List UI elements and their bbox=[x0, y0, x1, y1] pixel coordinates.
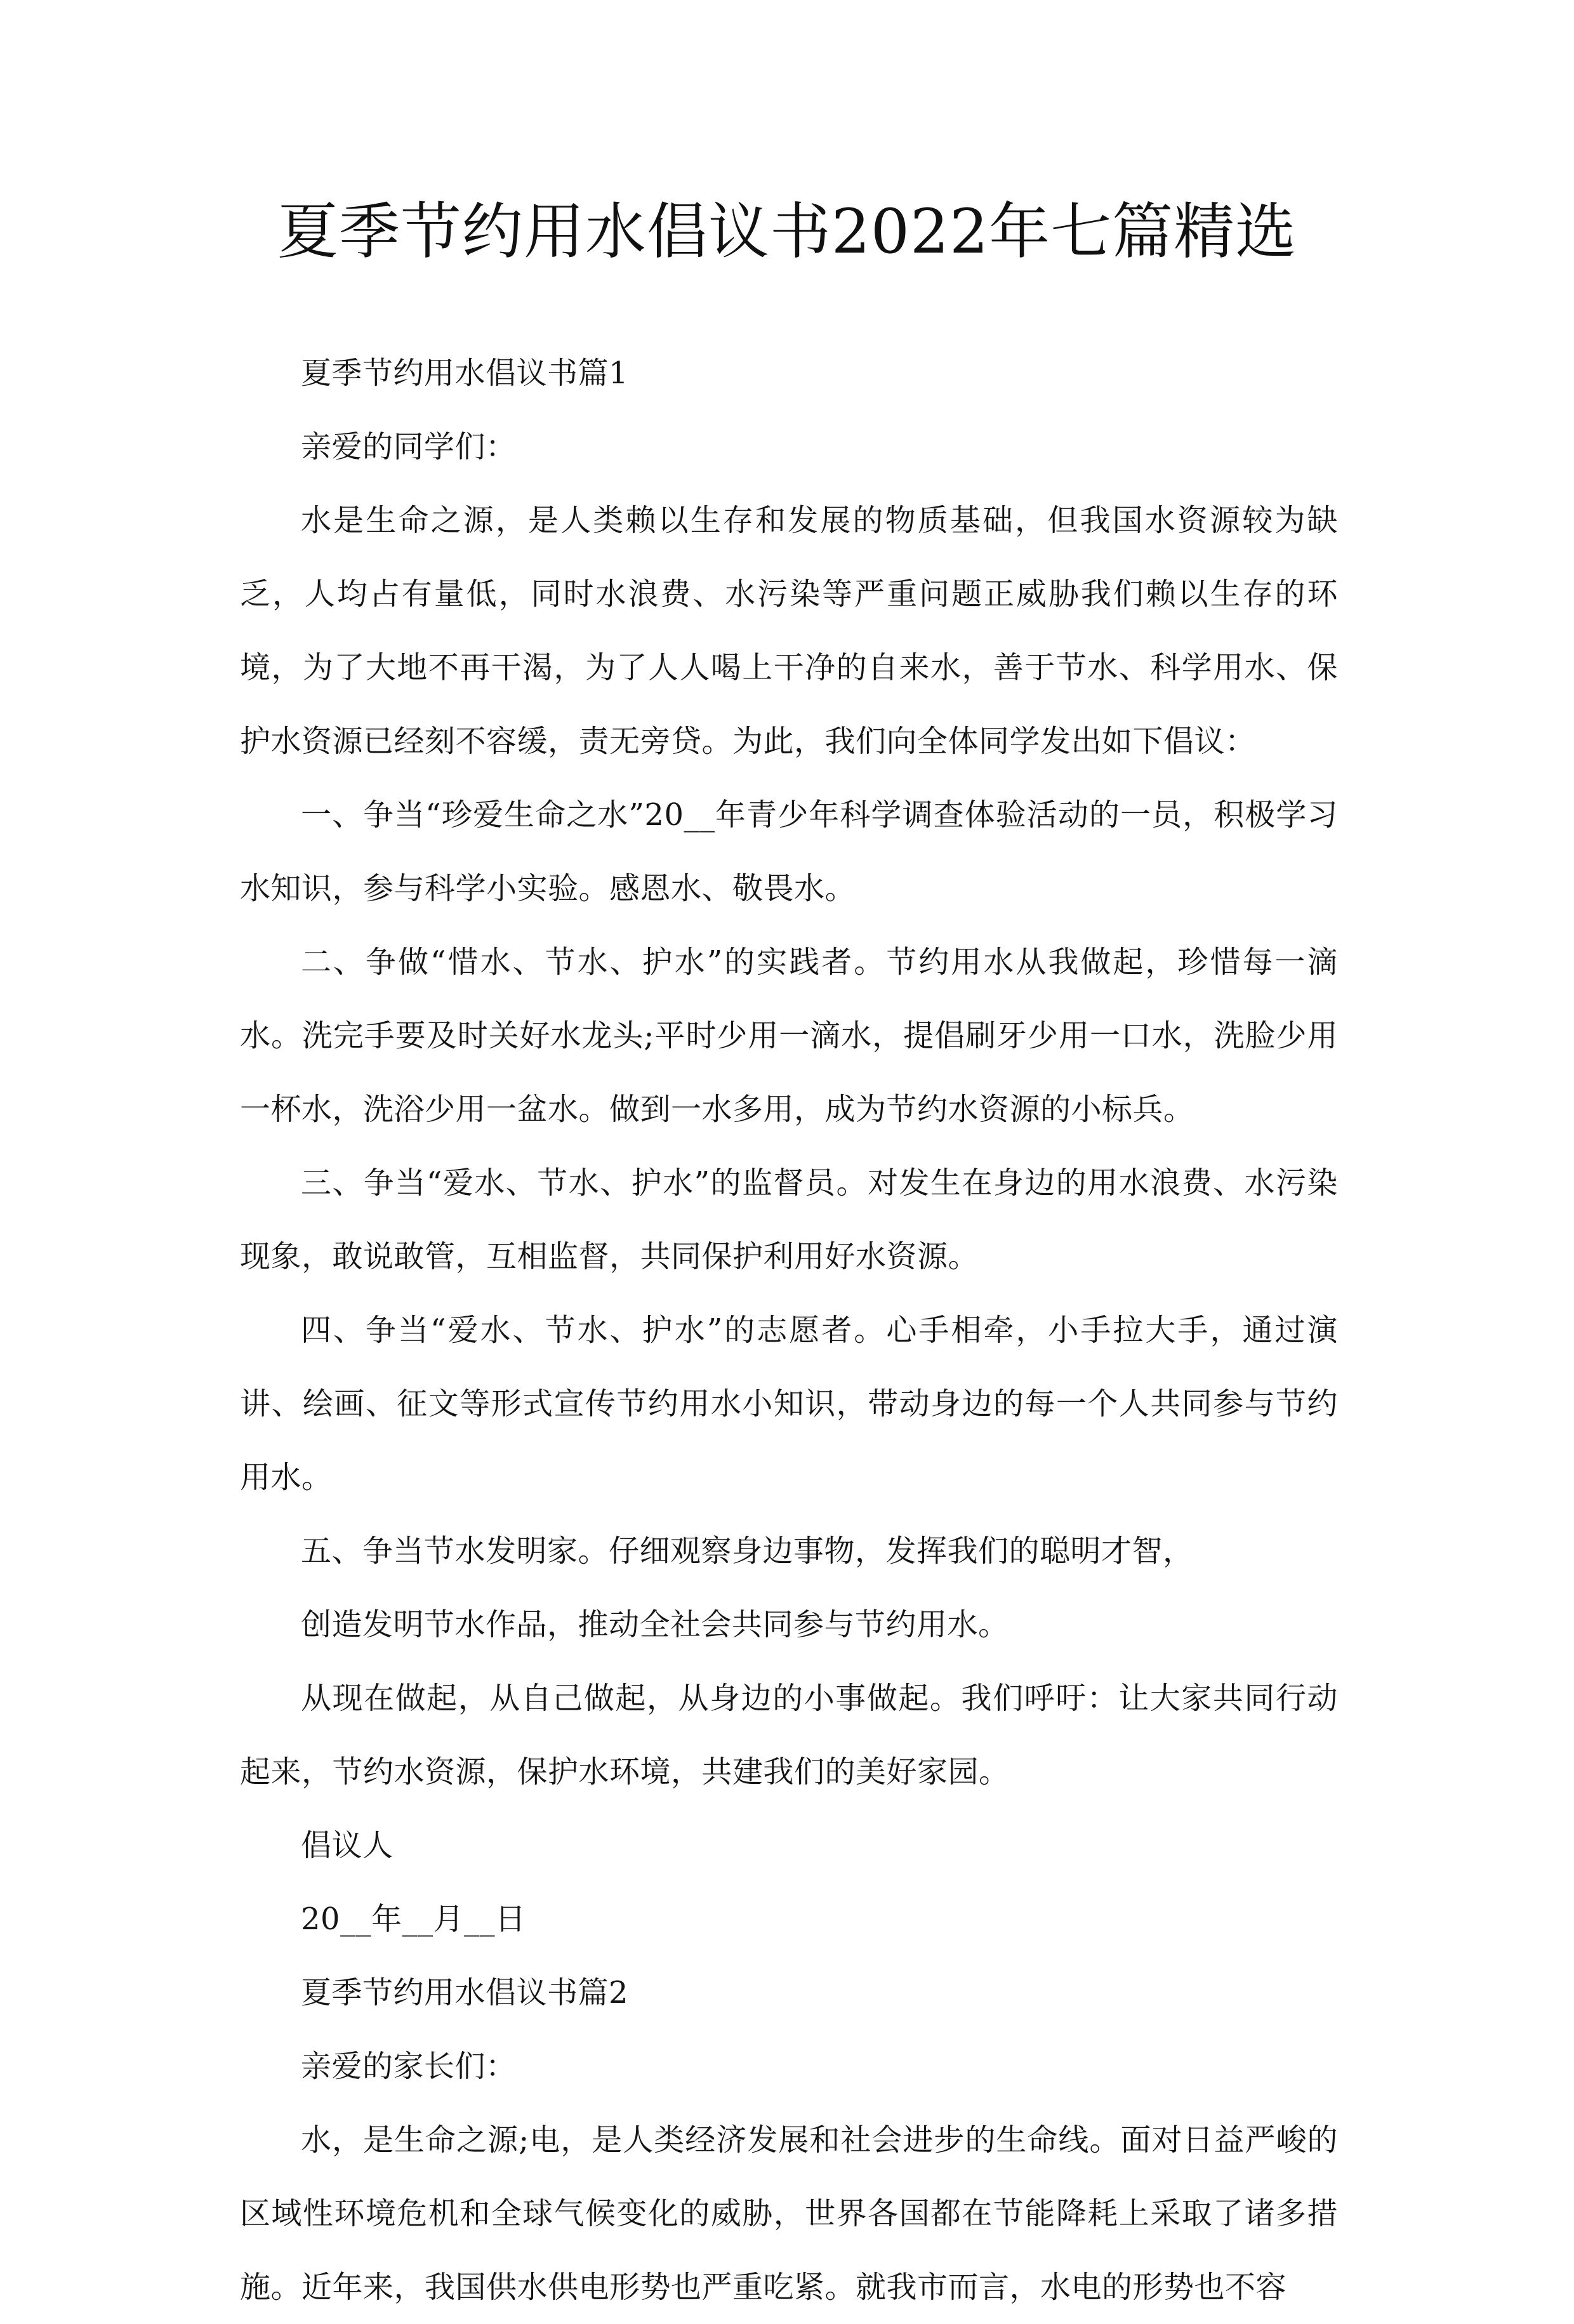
document-title: 夏季节约用水倡议书2022年七篇精选 bbox=[277, 196, 1297, 267]
paragraph: 从现在做起，从自己做起，从身边的小事做起。我们呼吁：让大家共同行动起来，节约水资源，保护水环境，共建我们的美好家园。 bbox=[240, 1680, 1338, 1790]
paragraph: 四、争当“爱水、节水、护水”的志愿者。心手相牵，小手拉大手，通过演讲、绘画、征文等形式宣传节约用水小知识，带动身边的每一个人共同参与节约用水。 bbox=[240, 1312, 1338, 1495]
paragraph: 三、争当“爱水、节水、护水”的监督员。对发生在身边的用水浪费、水污染现象，敢说敢管，互相监督，共同保护利用好水资源。 bbox=[240, 1165, 1338, 1274]
paragraph: 水是生命之源，是人类赖以生存和发展的物质基础，但我国水资源较为缺乏，人均占有量低，同时水浪费、水污染等严重问题正威胁我们赖以生存的环境，为了大地不再干渴，为了人人喝上干净的自来水，善于节水、科学用水、保护水资源已经刻不容缓，责无旁贷。为此，我们向全体同学发出如下倡议： bbox=[240, 503, 1338, 759]
salutation: 亲爱的家长们： bbox=[301, 2049, 517, 2084]
date-line: 20__年__月__日 bbox=[301, 1901, 526, 1937]
document-body bbox=[240, 336, 1338, 2324]
signature-label: 倡议人 bbox=[301, 1828, 394, 1863]
paragraph: 创造发明节水作品，推动全社会共同参与节约用水。 bbox=[301, 1607, 1009, 1642]
section-heading: 夏季节约用水倡议书篇1 bbox=[301, 355, 629, 391]
paragraph: 二、争做“惜水、节水、护水”的实践者。节约用水从我做起，珍惜每一滴水。洗完手要及时关好水龙头;平时少用一滴水，提倡刷牙少用一口水，洗脸少用一杯水，洗浴少用一盆水。做到一水多用，成为节约水资源的小标兵。 bbox=[240, 944, 1338, 1127]
paragraph: 一、争当“珍爱生命之水”20__年青少年科学调查体验活动的一员，积极学习水知识，参与科学小实验。感恩水、敬畏水。 bbox=[240, 797, 1338, 906]
paragraph: 水，是生命之源;电，是人类经济发展和社会进步的生命线。面对日益严峻的区域性环境危机和全球气候变化的威胁，世界各国都在节能降耗上采取了诸多措施。近年来，我国供水供电形势也严重吃紧。就我市而言，水电的形势也不容 bbox=[240, 2122, 1338, 2305]
salutation: 亲爱的同学们： bbox=[301, 429, 517, 465]
paragraph: 五、争当节水发明家。仔细观察身边事物，发挥我们的聪明才智， bbox=[301, 1533, 1194, 1569]
section-heading: 夏季节约用水倡议书篇2 bbox=[301, 1975, 629, 2010]
